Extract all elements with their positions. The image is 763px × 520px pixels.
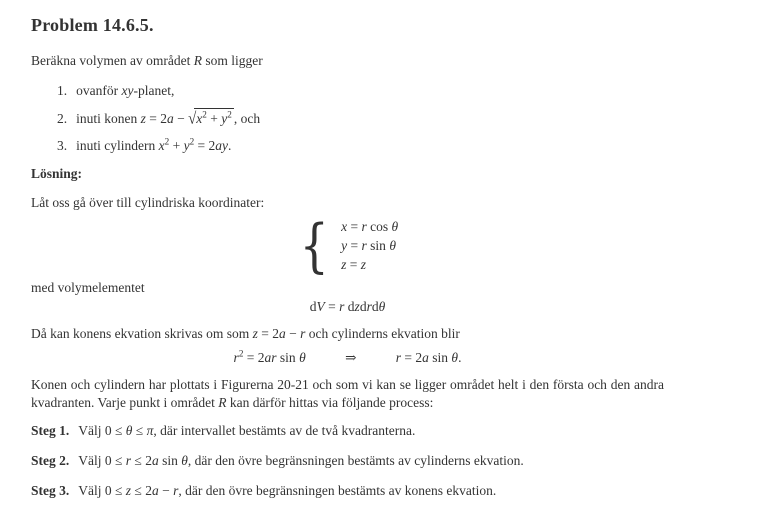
list-item bbox=[57, 81, 664, 101]
step-2 bbox=[31, 452, 664, 470]
intro-text: Beräkna volymen av området R som ligger bbox=[31, 53, 263, 68]
step-1-text: Välj 0 ≤ θ ≤ π, där intervallet bestämts av de två kvadranterna. bbox=[78, 423, 416, 438]
problem-title: Problem 14.6.5. bbox=[31, 15, 154, 35]
solution-heading: Lösning: bbox=[31, 166, 83, 181]
list-item bbox=[57, 136, 664, 156]
list-item-text: inuti cylindern $x^2 + y^2 = 2ay$. bbox=[76, 136, 232, 153]
step-3-text: Välj 0 ≤ z ≤ 2a − r, där den övre begränsningen bestämts av konens ekvation. bbox=[78, 483, 497, 498]
list-item-number: 1. bbox=[57, 83, 68, 98]
conditions-list bbox=[57, 81, 664, 156]
figures-paragraph: Konen och cylindern har plottats i Figurerna 20-21 och som vi kan se ligger området helt i den första och den andra kvadranten. Varje punkt i området R kan därför hittas via följande process: bbox=[31, 377, 664, 410]
cylinder-equation-row bbox=[31, 348, 664, 367]
volume-element-equation: dV = r dzdrdθ bbox=[309, 299, 386, 314]
volume-element-intro: med volymelementet bbox=[31, 280, 145, 295]
step-2-text: Välj 0 ≤ r ≤ 2a sin θ, där den övre begränsningen bestämts av cylinderns ekvation. bbox=[78, 453, 524, 468]
cylinder-equation-left: $r^2 = 2ar$ sin θ bbox=[233, 348, 306, 365]
implies-arrow: ⇒ bbox=[345, 350, 357, 365]
list-item bbox=[57, 108, 664, 129]
equation-line-z: z = z bbox=[341, 257, 367, 272]
list-item-number: 3. bbox=[57, 138, 68, 153]
system-equation-lines bbox=[341, 217, 398, 274]
step-1-label: Steg 1. bbox=[31, 423, 70, 438]
equation-line-y: y = r sin θ bbox=[341, 238, 396, 253]
equation-line-x: x = r cos θ bbox=[341, 219, 399, 234]
list-item-number: 2. bbox=[57, 111, 68, 126]
step-3-label: Steg 3. bbox=[31, 483, 70, 498]
cone-cylinder-paragraph: Då kan konens ekvation skrivas om som z = 2a − r och cylinderns ekvation blir bbox=[31, 326, 460, 341]
step-2-label: Steg 2. bbox=[31, 453, 70, 468]
list-item-text: ovanför xy-planet, bbox=[76, 83, 175, 98]
coordinate-system-equation bbox=[31, 210, 664, 279]
step-3 bbox=[31, 482, 664, 500]
step-1 bbox=[31, 422, 664, 440]
list-item-text: inuti konen $z = 2a - √x^2 + y^2$ , och bbox=[76, 109, 261, 128]
left-brace: { bbox=[299, 210, 329, 279]
cylinder-equation-right: r = 2a sin θ. bbox=[395, 350, 462, 365]
coords-intro-text: Låt oss gå över till cylindriska koordinater: bbox=[31, 195, 265, 210]
